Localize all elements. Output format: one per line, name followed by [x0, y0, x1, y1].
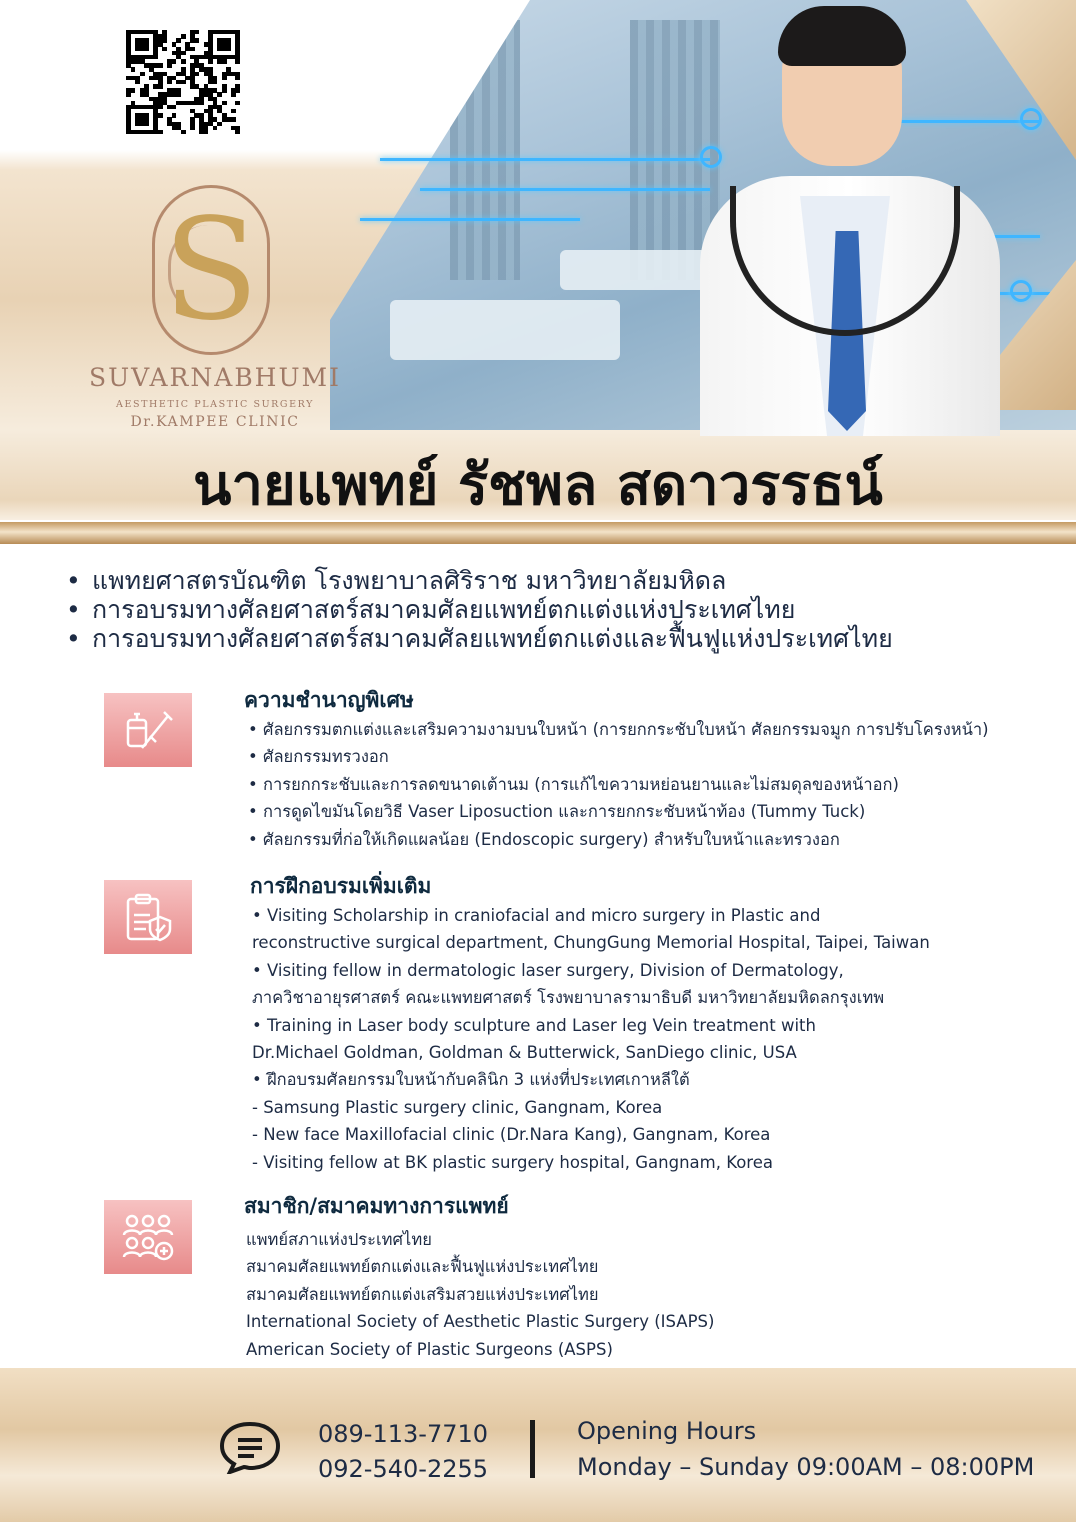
qr-module: [172, 59, 177, 63]
hospital-bed: [390, 300, 620, 360]
list-item: • Visiting fellow in dermatologic laser surgery, Division of Dermatology,: [252, 960, 844, 980]
list-item: Dr.Michael Goldman, Goldman & Butterwick, SanDiego clinic, USA: [252, 1043, 797, 1063]
qr-module: [172, 113, 177, 117]
qr-module: [162, 47, 167, 51]
list-item: American Society of Plastic Surgeons (ASPS): [246, 1339, 613, 1359]
list-item: • การดูดไขมันโดยวิธี Vaser Liposuction และการยกกระชับหน้าท้อง (Tummy Tuck): [248, 802, 866, 822]
section-title-expertise: ความชำนาญพิเศษ: [244, 688, 414, 712]
qr-module: [158, 63, 163, 67]
qr-module: [135, 80, 140, 84]
qr-module: [181, 51, 186, 55]
qr-module: [235, 130, 240, 134]
qr-module: [181, 130, 186, 134]
qr-module: [217, 122, 222, 126]
logo-name: SUVARNABHUMI: [88, 363, 342, 392]
qr-module: [231, 92, 236, 96]
gold-divider: [0, 522, 1076, 544]
hospital-bed: [560, 250, 720, 290]
footer-divider: [530, 1420, 535, 1478]
list-item: • ศัลยกรรมทรวงอก: [248, 747, 389, 767]
chat-bubble-icon: [218, 1420, 282, 1474]
qr-module: [226, 47, 231, 51]
qr-module: [144, 122, 149, 126]
list-item: • ศัลยกรรมตกแต่งและเสริมความงามบนใบหน้า (การยกกระชับใบหน้า ศัลยกรรมจมูก การปรับโครงหน้า): [248, 720, 989, 739]
qr-module: [222, 76, 227, 80]
logo-subtitle: AESTHETIC PLASTIC SURGERY: [115, 399, 314, 410]
qr-module: [131, 88, 136, 92]
credential-item: • การอบรมทางศัลยศาสตร์สมาคมศัลยแพทย์ตกแต่งและฟื้นฟูแห่งประเทศไทย: [66, 624, 1046, 653]
credential-item: • การอบรมทางศัลยศาสตร์สมาคมศัลยแพทย์ตกแต่งแห่งประเทศไทย: [66, 595, 1046, 624]
credentials-list: [66, 566, 1046, 653]
footer: [0, 1368, 1076, 1522]
qr-module: [231, 117, 236, 121]
qr-module: [158, 84, 163, 88]
qr-module: [199, 101, 204, 105]
list-item: • ศัลยกรรมที่ก่อให้เกิดแผลน้อย (Endoscopic surgery) สำหรับใบหน้าและทรวงอก: [248, 829, 840, 849]
opening-hours-title: Opening Hours: [577, 1417, 757, 1445]
list-item: - New face Maxillofacial clinic (Dr.Nara Kang), Gangnam, Korea: [252, 1125, 771, 1145]
qr-code[interactable]: [126, 30, 240, 134]
list-item: แพทย์สภาแห่งประเทศไทย: [246, 1230, 432, 1249]
doctor-hair: [778, 6, 906, 66]
qr-module: [190, 47, 195, 51]
expertise-list: [248, 716, 989, 853]
qr-module: [158, 105, 163, 109]
qr-module: [204, 130, 209, 134]
qr-module: [153, 55, 158, 59]
list-item: - Visiting fellow at BK plastic surgery hospital, Gangnam, Korea: [252, 1152, 773, 1172]
credential-item: • แพทยศาสตรบัณฑิต โรงพยาบาลศิริราช มหาวิทยาลัยมหิดล: [66, 566, 1046, 595]
qr-module: [194, 38, 199, 42]
qr-module: [235, 59, 240, 63]
list-item: • การยกกระชับและการลดขนาดเต้านม (การแก้ไขความหย่อนยานและไม่สมดุลของหน้าอก): [248, 774, 899, 794]
circuit-line: [360, 218, 580, 221]
qr-module: [235, 88, 240, 92]
list-item: • Visiting Scholarship in craniofacial and micro surgery in Plastic and: [252, 906, 821, 925]
list-item: สมาคมศัลยแพทย์ตกแต่งเสริมสวยแห่งประเทศไทย: [246, 1284, 599, 1304]
qr-module: [194, 72, 199, 76]
qr-module: [181, 59, 186, 63]
qr-module: [167, 63, 172, 67]
qr-module: [190, 126, 195, 130]
qr-module: [131, 67, 136, 71]
qr-module: [194, 30, 199, 34]
list-item: สมาคมศัลยแพทย์ตกแต่งและฟื้นฟูแห่งประเทศไทย: [246, 1257, 599, 1277]
clipboard-shield-icon: [104, 880, 192, 954]
qr-module: [144, 47, 149, 51]
qr-module: [181, 80, 186, 84]
qr-module: [158, 113, 163, 117]
vaccine-syringe-icon: [104, 693, 192, 767]
list-item: • Training in Laser body sculpture and Laser leg Vein treatment with: [252, 1015, 816, 1035]
section-title-training: การฝึกอบรมเพิ่มเติม: [250, 874, 432, 898]
qr-module: [235, 76, 240, 80]
qr-module: [176, 92, 181, 96]
list-item: International Society of Aesthetic Plastic Surgery (ISAPS): [246, 1312, 715, 1332]
qr-module: [172, 105, 177, 109]
phone-number[interactable]: 089-113-7710: [318, 1420, 489, 1448]
qr-module: [222, 88, 227, 92]
qr-module: [213, 126, 218, 130]
qr-module: [213, 80, 218, 84]
clinic-logo: [60, 185, 370, 440]
qr-module: [231, 109, 236, 113]
qr-module: [222, 59, 227, 63]
opening-hours-value: Monday – Sunday 09:00AM – 08:00PM: [577, 1453, 1035, 1481]
qr-module: [176, 38, 181, 42]
group-people-icon: [104, 1200, 192, 1274]
section-title-membership: สมาชิก/สมาคมทางการแพทย์: [244, 1194, 509, 1218]
qr-module: [140, 72, 145, 76]
doctor-name: นายแพทย์ รัชพล สดาวรรธน์: [193, 453, 883, 518]
list-item: ภาควิชาอายุรศาสตร์ คณะแพทยศาสตร์ โรงพยาบาลรามาธิบดี มหาวิทยาลัยมหิดลกรุงเทพ: [252, 988, 885, 1008]
circuit-node: [1010, 280, 1032, 302]
doctor-photo: [700, 6, 1000, 436]
circuit-line: [380, 158, 710, 161]
membership-list: [246, 1226, 714, 1363]
qr-module: [126, 92, 131, 96]
circuit-node: [1020, 108, 1042, 130]
logo-monogram: S: [163, 189, 259, 352]
qr-module: [158, 130, 163, 134]
list-item: reconstructive surgical department, ChungGung Memorial Hospital, Taipei, Taiwan: [252, 933, 930, 953]
qr-module: [167, 80, 172, 84]
list-item: - Samsung Plastic surgery clinic, Gangnam, Korea: [252, 1097, 663, 1117]
qr-module: [217, 92, 222, 96]
training-list: [252, 902, 930, 1176]
circuit-line: [420, 188, 710, 191]
qr-module: [208, 59, 213, 63]
qr-module: [162, 38, 167, 42]
qr-module: [181, 34, 186, 38]
qr-module: [235, 101, 240, 105]
phone-number[interactable]: 092-540-2255: [318, 1455, 489, 1483]
qr-module: [222, 101, 227, 105]
logo-clinic: Dr.KAMPEE CLINIC: [130, 414, 300, 430]
list-item: • ฝึกอบรมศัลยกรรมใบหน้ากับคลินิก 3 แห่งที่ประเทศเกาหลีใต้: [252, 1070, 690, 1090]
